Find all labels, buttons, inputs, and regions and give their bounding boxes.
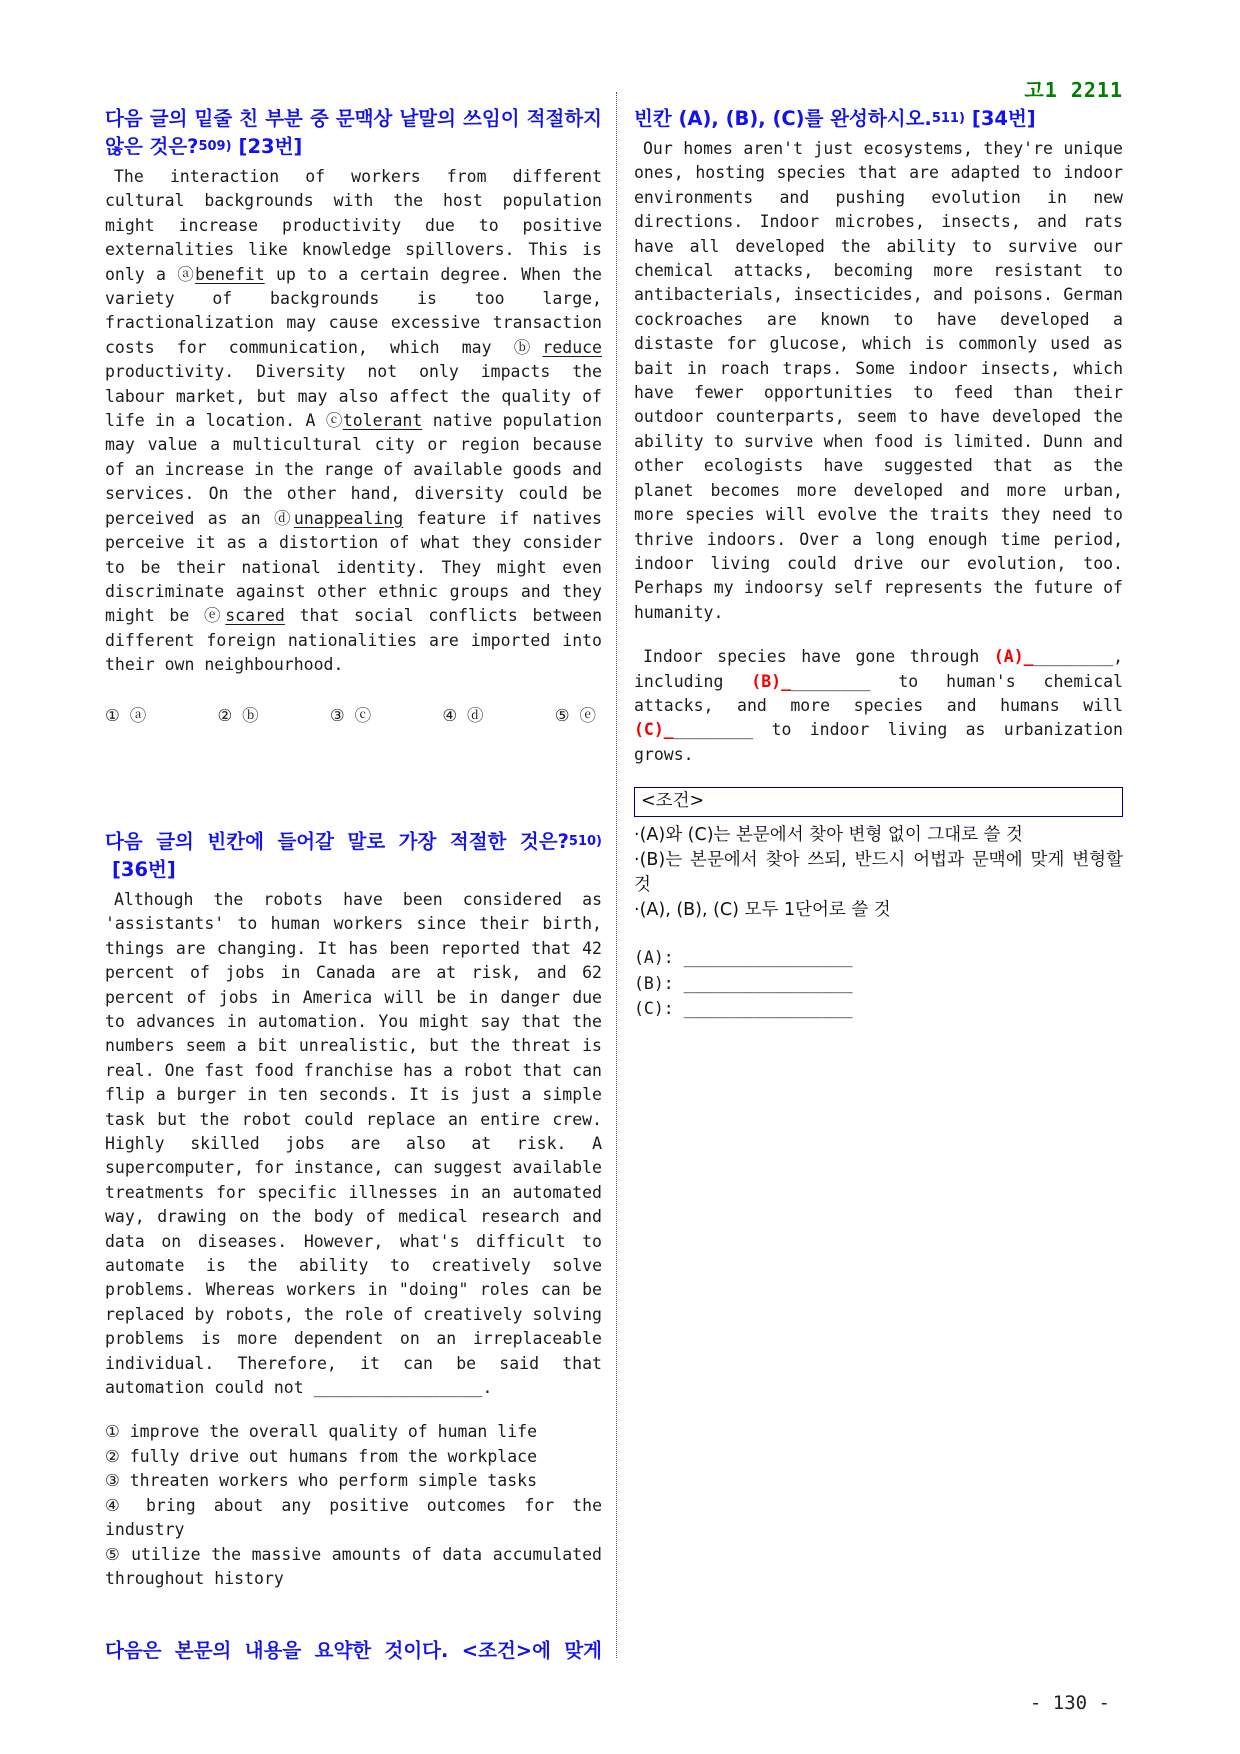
choice-item: ④ ⓓ [442,705,484,725]
question-34-summary: Indoor species have gone through (A)_________, including (B)_________ to human's chemical attacks, and more species and humans will (C)_________ to indoor living as urbanization grows. [634,647,1123,764]
question-36-options [105,1420,602,1591]
question-23-title [105,105,602,161]
left-column [105,105,602,1665]
question-34-title [634,105,1123,133]
choice-item: ③ ⓒ [329,705,372,725]
question-34-passage: Our homes aren't just ecosystems, they're unique ones, hosting species that are adapted to indoor environments and pushing evolution in new directions. Indoor microbes, insects, and rats have all developed the ability to survive our chemical attacks, becoming more resistant to antibacterials, insecticides, and poisons. German cockroaches are known to have developed a distaste for glucose, which is commonly used as bait in roach traps. Some indoor insects, which have fewer opportunities to feed than their outdoor counterparts, seem to have developed the ability to survive when food is limited. Dunn and other ecologists have suggested that as the planet becomes more developed and more urban, more species will evolve the traits they need to thrive indoors. Over a long enough time period, indoor living could drive our evolution, too. Perhaps my indoorsy self represents the future of humanity. [634,139,1123,622]
question-23-number-tag: [23번] [238,135,303,158]
option-item: ⑤ utilize the massive amounts of data accumulated throughout history [105,1544,602,1588]
question-36-title [105,828,602,884]
choice-item: ② ⓑ [217,705,259,725]
answer-blank: (B): _________________ [634,973,853,993]
choice-item: ① ⓐ [105,705,147,725]
question-23-choices [105,704,602,728]
column-divider [616,92,617,1658]
footnote-ref-510: 510) [568,833,602,849]
condition-box [634,787,1123,817]
option-item: ① improve the overall quality of human life [105,1422,538,1442]
question-34-title-text: 빈칸 (A), (B), (C)를 완성하시오. [634,107,932,130]
footnote-ref-509: 509) [198,139,232,154]
condition-item: ·(A)와 (C)는 본문에서 찾아 변형 없이 그대로 쓸 것 [634,825,1023,846]
edition-tag: 고1 2211 [1024,78,1123,102]
choice-item: ⑤ ⓔ [554,705,596,725]
condition-box-label: <조건> [641,791,705,812]
answer-blank: (A): _________________ [634,948,853,968]
question-23-title-text: 다음 글의 밑줄 친 부분 중 문맥상 낱말의 쓰임이 적절하지 않은 것은? [105,107,602,158]
answer-blank: (C): _________________ [634,999,853,1019]
footnote-ref-511: 511) [931,111,965,126]
question-36-passage: Although the robots have been considered as 'assistants' to human workers since their birth, things are changing. It has been reported that 42 percent of jobs in Canada are at risk, and 62 percent of jobs in America will be in danger due to advances in automation. You might say that the numbers seem a bit unrealistic, but the threat is real. One fast food franchise has a robot that can flip a burger in ten seconds. It is just a simple task but the robot could replace an entire crew. Highly skilled jobs are also at risk. A supercomputer, for instance, can suggest available treatments for specific illnesses in an automated way, drawing on the body of medical research and data on diseases. However, what's difficult to automate is the ability to creatively solve problems. Whereas workers in "doing" roles can be replaced by robots, the role of creatively solving problems is more dependent on an irreplaceable individual. Therefore, it can be said that automation could not _________________. [105,889,602,1398]
next-section-heading: 다음은 본문의 내용을 요약한 것이다. <조건>에 맞게 [105,1639,602,1663]
option-item: ③ threaten workers who perform simple tasks [105,1471,538,1491]
question-36-title-text: 다음 글의 빈칸에 들어갈 말로 가장 적절한 것은? [105,829,569,853]
condition-item: ·(A), (B), (C) 모두 1단어로 쓸 것 [634,900,891,921]
option-item: ② fully drive out humans from the workplace [105,1446,538,1466]
page-number: - 130 - [1029,1692,1110,1714]
answer-blanks [634,945,1123,1022]
condition-item: ·(B)는 본문에서 찾아 쓰되, 반드시 어법과 문맥에 맞게 변형할 것 [634,850,1123,896]
option-item: ④ bring about any positive outcomes for the industry [105,1495,602,1540]
condition-list [634,823,1123,923]
question-23-passage: The interaction of workers from different cultural backgrounds with the host population might increase productivity due to positive externalities like knowledge spillovers. This is only a ⓐbenefit up to a certain degree. When the variety of backgrounds is too large, fractionalization may cause excessive transaction costs for communication, which may ⓑreduce productivity. Diversity not only impacts the labour market, but may also affect the quality of life in a location. A ⓒtolerant native population may value a multicultural city or region because of an increase in the range of available goods and services. On the other hand, diversity could be perceived as an ⓓunappealing feature if natives perceive it as a distortion of what they consider to be their national identity. They might even discriminate against other ethnic groups and they might be ⓔscared that social conflicts between different foreign nationalities are imported into their own neighbourhood. [105,167,603,675]
right-column [634,105,1123,1022]
question-34-number-tag: [34번] [971,107,1036,130]
question-36-number-tag: [36번] [112,857,176,881]
